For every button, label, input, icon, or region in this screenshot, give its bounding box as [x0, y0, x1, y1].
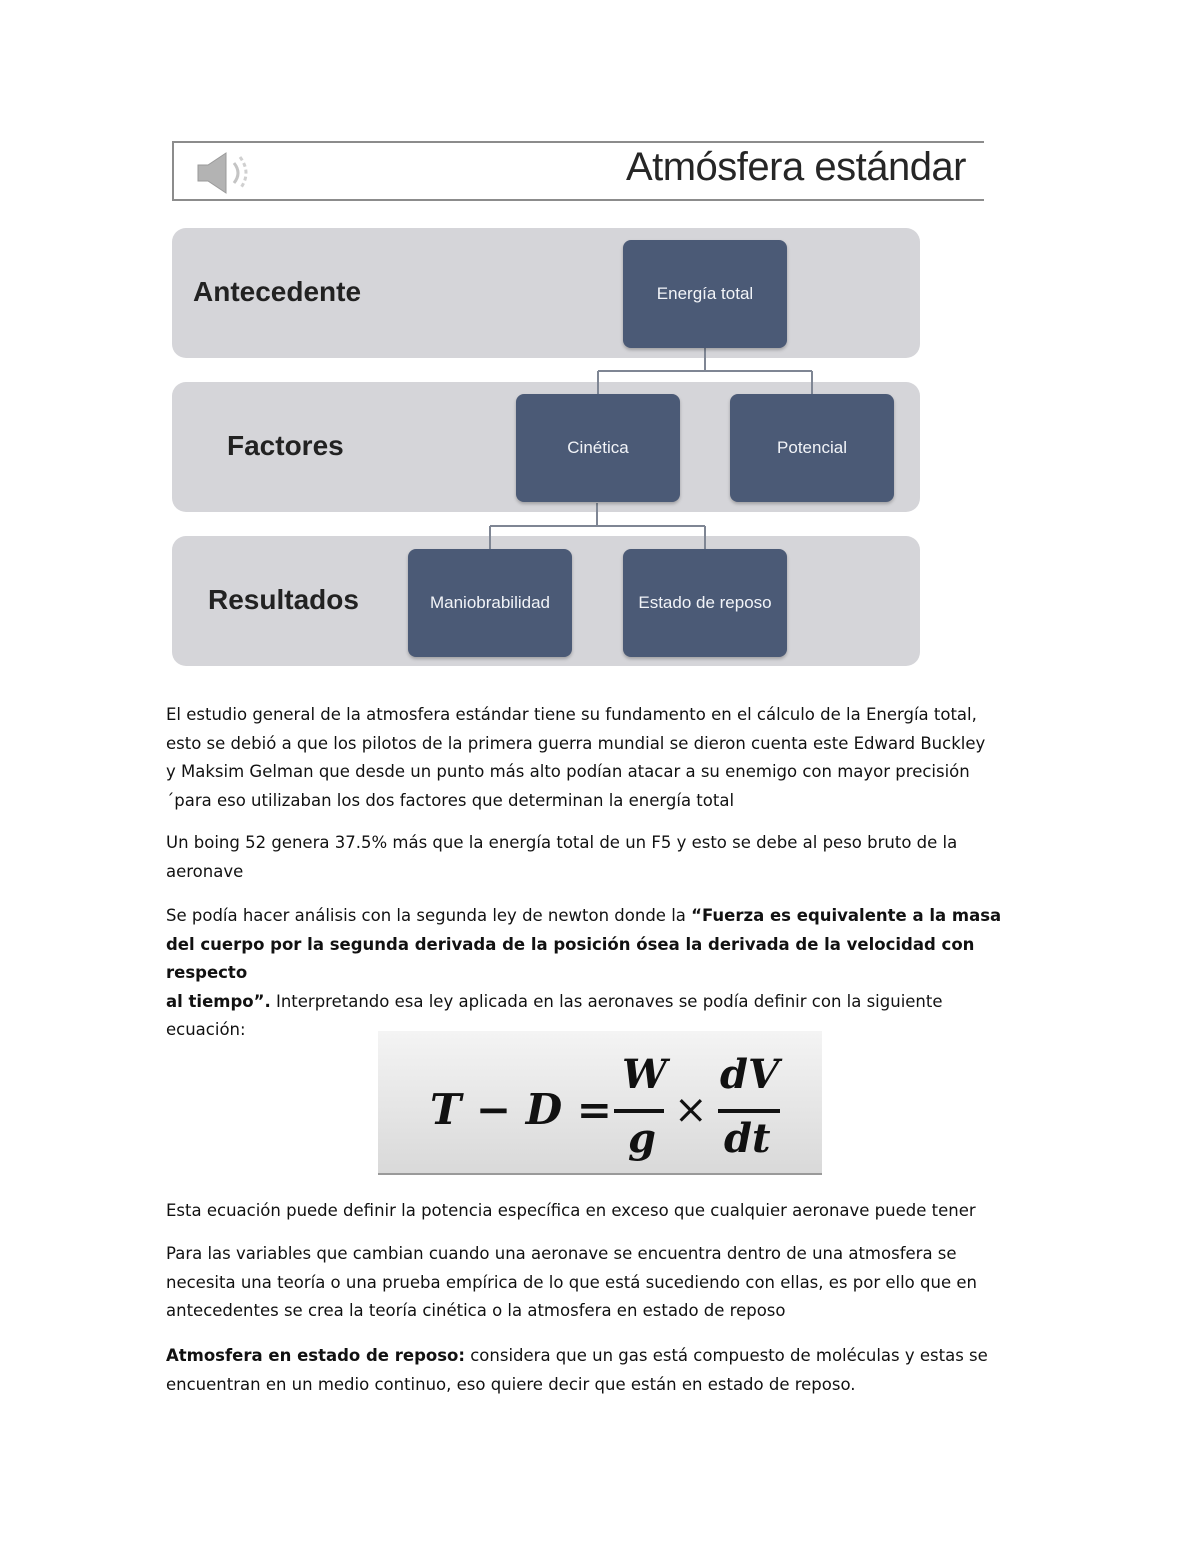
text-run: Interpretando esa ley aplicada en las aeronaves se podía definir con la siguiente: [270, 991, 943, 1011]
fraction-bar: [718, 1109, 780, 1113]
text-run: Se podía hacer análisis con la segunda ley de newton donde la: [166, 906, 692, 925]
text-line: ´para eso utilizaban los dos factores que determinan la energía total: [166, 790, 735, 810]
equation-times: ×: [674, 1087, 708, 1133]
text-line: Para las variables que cambian cuando una aeronave se encuentra dentro de una atmosfera se: [166, 1244, 957, 1263]
slide-header: [172, 141, 984, 201]
paragraph-4: [166, 1197, 1036, 1226]
text-line: encuentran en un medio continuo, eso quiere decir que están en estado de reposo.: [166, 1374, 856, 1394]
text-line: esto se debió a que los pilotos de la primera guerra mundial se dieron cuenta este Edward Buckley: [166, 733, 986, 753]
text-line: El estudio general de la atmosfera estándar tiene su fundamento en el cálculo de la Energía total,: [166, 705, 977, 724]
text-line: necesita una teoría o una prueba empírica de lo que está sucediendo con ellas, es por ello que en: [166, 1272, 977, 1292]
text-line: Esta ecuación puede definir la potencia específica en exceso que cualquier aeronave puede tener: [166, 1201, 976, 1220]
equation-denominator-dt: dt: [724, 1115, 771, 1162]
node-estado-reposo: Estado de reposo: [623, 549, 787, 657]
slide-title: Atmósfera estándar: [625, 145, 966, 189]
text-line: aeronave: [166, 861, 244, 881]
equation-numerator-dv: dV: [720, 1051, 780, 1098]
band-label-antecedente: Antecedente: [193, 276, 362, 307]
text-run-bold: al tiempo”.: [166, 991, 271, 1011]
paragraph-6: [166, 1342, 1036, 1399]
text-run-bold: “Fuerza es equivalente a la masa: [691, 906, 1002, 925]
text-line: ecuación:: [166, 1020, 246, 1039]
equation-image: [378, 1031, 822, 1175]
paragraph-1: [166, 701, 1036, 815]
fraction-bar: [614, 1109, 664, 1113]
text-line: Un boing 52 genera 37.5% más que la energía total de un F5 y esto se debe al peso bruto de la: [166, 833, 958, 852]
text-run: considera que un gas está compuesto de moléculas y estas se: [464, 1346, 988, 1365]
node-energia-total: Energía total: [623, 240, 787, 348]
text-line: y Maksim Gelman que desde un punto más alto podían atacar a su enemigo con mayor precisión: [166, 762, 970, 781]
paragraph-2: [166, 829, 1036, 886]
equation-denominator-g: g: [628, 1115, 656, 1162]
paragraph-3: [166, 902, 1036, 1045]
band-label-resultados: Resultados: [208, 584, 359, 615]
node-maniobrabilidad: Maniobrabilidad: [408, 549, 572, 657]
text-run-bold: del cuerpo por la segunda derivada de la posición ósea la derivada de la velocidad con respecto: [166, 934, 975, 982]
node-cinetica: Cinética: [516, 394, 680, 502]
node-potencial: Potencial: [730, 394, 894, 502]
equation-lhs: T − D =: [430, 1085, 612, 1134]
text-run-bold: Atmosfera en estado de reposo:: [166, 1346, 465, 1365]
text-line: antecedentes se crea la teoría cinética o la atmosfera en estado de reposo: [166, 1301, 786, 1320]
equation-numerator-w: W: [622, 1051, 667, 1098]
speaker-icon[interactable]: [192, 149, 262, 197]
band-label-factores: Factores: [227, 430, 344, 461]
paragraph-5: [166, 1240, 1036, 1326]
